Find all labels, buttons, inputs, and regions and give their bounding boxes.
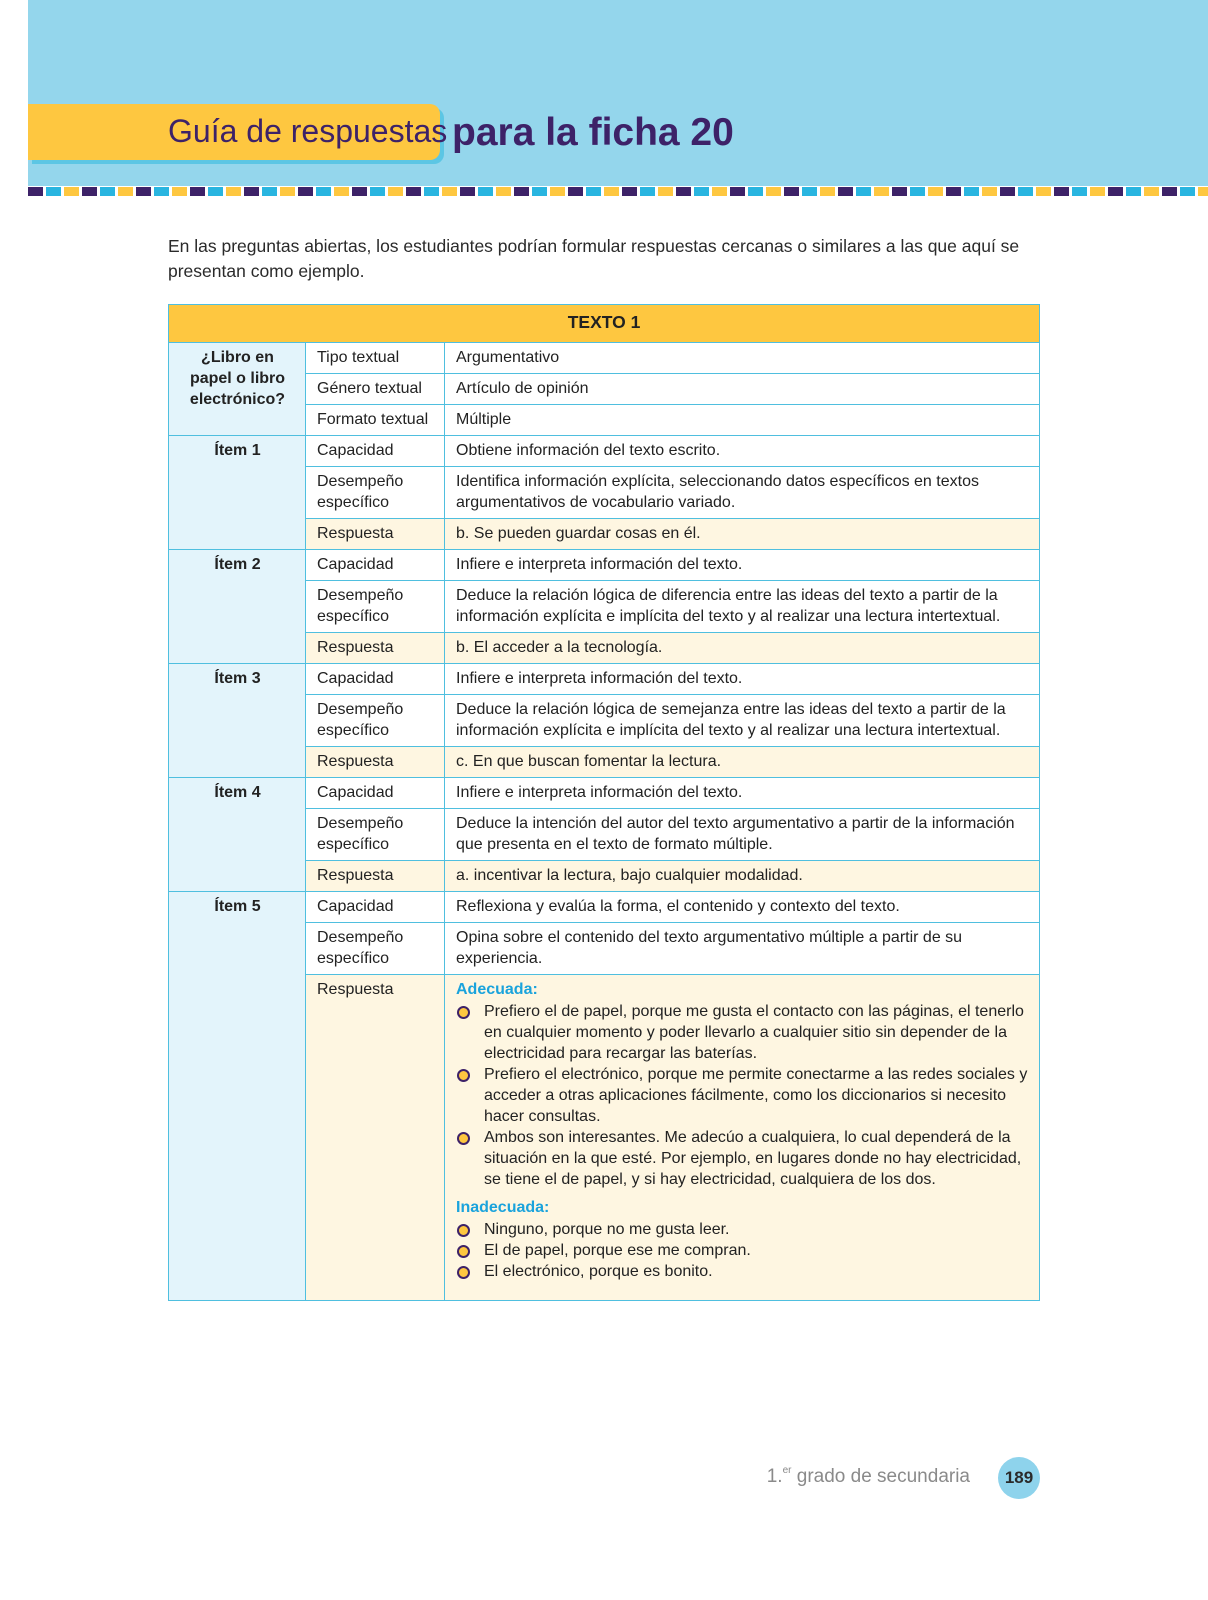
row-label: Formato textual [306, 405, 445, 436]
row-label: Desempeño específico [306, 809, 445, 861]
capacidad-value: Infiere e interpreta información del texto. [445, 664, 1040, 695]
adecuada-list [456, 1001, 1029, 1190]
intro-label: ¿Libro en papel o libro electrónico? [169, 343, 306, 436]
row-label: Desempeño específico [306, 581, 445, 633]
row-value: Múltiple [445, 405, 1040, 436]
respuesta-value: a. incentivar la lectura, bajo cualquier modalidad. [445, 861, 1040, 892]
item-label: Ítem 2 [169, 550, 306, 664]
row-label: Tipo textual [306, 343, 445, 374]
grade-superscript: er [782, 1465, 792, 1476]
intro-paragraph: En las preguntas abiertas, los estudiantes podrían formular respuestas cercanas o similares a las que aquí se presentan como ejemplo. [168, 236, 1020, 281]
list-item: Ambos son interesantes. Me adecúo a cualquiera, lo cual dependerá de la situación en la que esté. Por ejemplo, en lugares donde no hay electricidad, se tiene el de papel, y si hay electricidad, cualquiera de los dos. [456, 1127, 1029, 1190]
respuesta-value [445, 975, 1040, 1301]
capacidad-value: Infiere e interpreta información del texto. [445, 550, 1040, 581]
grade-text: grado de secundaria [791, 1466, 970, 1487]
title-part1: Guía de respuestas [168, 113, 448, 149]
row-label: Capacidad [306, 664, 445, 695]
row-label: Desempeño específico [306, 695, 445, 747]
desempeno-value: Deduce la relación lógica de diferencia entre las ideas del texto a partir de la información explícita e implícita del texto y al realizar una lectura intertextual. [445, 581, 1040, 633]
respuesta-value: c. En que buscan fomentar la lectura. [445, 747, 1040, 778]
list-item: Prefiero el electrónico, porque me permite conectarme a las redes sociales y acceder a otras aplicaciones fácilmente, como los diccionarios si necesito hacer consultas. [456, 1064, 1029, 1127]
item-label: Ítem 3 [169, 664, 306, 778]
row-value: Argumentativo [445, 343, 1040, 374]
row-label: Respuesta [306, 861, 445, 892]
row-label: Género textual [306, 374, 445, 405]
row-label: Capacidad [306, 892, 445, 923]
adecuada-label: Adecuada: [456, 981, 538, 998]
row-label: Respuesta [306, 975, 445, 1301]
capacidad-value: Infiere e interpreta información del texto. [445, 778, 1040, 809]
table-heading: TEXTO 1 [169, 305, 1040, 343]
capacidad-value: Obtiene información del texto escrito. [445, 436, 1040, 467]
row-label: Respuesta [306, 633, 445, 664]
inadecuada-label: Inadecuada: [456, 1199, 550, 1216]
item-label: Ítem 5 [169, 892, 306, 1301]
row-value: Artículo de opinión [445, 374, 1040, 405]
capacidad-value: Reflexiona y evalúa la forma, el contenido y contexto del texto. [445, 892, 1040, 923]
desempeno-value: Deduce la intención del autor del texto argumentativo a partir de la información que presenta en el texto de formato múltiple. [445, 809, 1040, 861]
item-label: Ítem 1 [169, 436, 306, 550]
title-part2: para la ficha 20 [452, 111, 734, 154]
grade-number: 1. [766, 1466, 783, 1487]
item-label: Ítem 4 [169, 778, 306, 892]
desempeno-value: Deduce la relación lógica de semejanza entre las ideas del texto a partir de la información explícita e implícita del texto y al realizar una lectura intertextual. [445, 695, 1040, 747]
list-item: El de papel, porque ese me compran. [456, 1240, 1029, 1261]
list-item: Ninguno, porque no me gusta leer. [456, 1219, 1029, 1240]
respuesta-value: b. Se pueden guardar cosas en él. [445, 519, 1040, 550]
desempeno-value: Identifica información explícita, seleccionando datos específicos en textos argumentativos de vocabulario variado. [445, 467, 1040, 519]
list-item: El electrónico, porque es bonito. [456, 1261, 1029, 1282]
footer-grade [767, 1465, 970, 1488]
desempeno-value: Opina sobre el contenido del texto argumentativo múltiple a partir de su experiencia. [445, 923, 1040, 975]
row-label: Capacidad [306, 550, 445, 581]
row-label: Respuesta [306, 747, 445, 778]
respuesta-value: b. El acceder a la tecnología. [445, 633, 1040, 664]
answer-guide-table [168, 304, 1040, 1301]
title-tab [28, 104, 448, 160]
row-label: Respuesta [306, 519, 445, 550]
page-number: 189 [998, 1457, 1040, 1499]
row-label: Capacidad [306, 778, 445, 809]
row-label: Capacidad [306, 436, 445, 467]
list-item: Prefiero el de papel, porque me gusta el contacto con las páginas, el tenerlo en cualquier momento y poder llevarlo a cualquier sitio sin depender de la electricidad para recargar las baterías. [456, 1001, 1029, 1064]
row-label: Desempeño específico [306, 923, 445, 975]
row-label: Desempeño específico [306, 467, 445, 519]
inadecuada-list [456, 1219, 1029, 1282]
decorative-stripe [28, 187, 1208, 196]
